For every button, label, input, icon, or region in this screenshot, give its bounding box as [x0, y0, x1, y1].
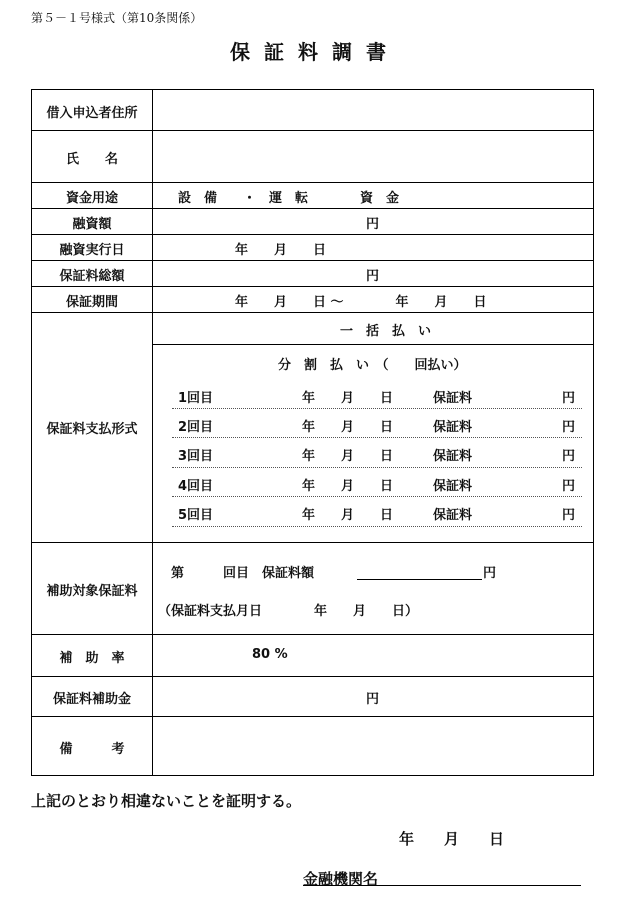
installment-unit: 円	[562, 508, 576, 523]
total-fee-unit: 円	[366, 269, 380, 284]
installment-no: 3回目	[178, 449, 214, 464]
subsidy-target-paydate: （保証料支払月日 年 月 日）	[158, 604, 419, 619]
purpose-value: 設 備 ・ 運 転 資 金	[178, 191, 400, 206]
form-number: 第５－１号様式（第10条関係）	[31, 11, 203, 25]
payment-label: 保証料支払形式	[46, 422, 138, 437]
subsidy-target-round: 第 回目 保証料額	[171, 566, 315, 581]
subsidy-target-unit: 円	[483, 566, 497, 581]
installment-unit: 円	[562, 479, 576, 494]
certify-date: 年 月 日	[399, 830, 505, 848]
subsidy-target-label: 補助対象保証料	[46, 584, 138, 599]
amount-unit: 円	[366, 217, 380, 232]
installment-unit: 円	[562, 449, 576, 464]
fee-table	[31, 89, 594, 776]
page-title: 保証料調書	[230, 40, 400, 64]
exec-date-value: 年 月 日	[235, 243, 327, 258]
period-label: 保証期間	[65, 295, 118, 310]
installment-no: 5回目	[178, 508, 214, 523]
period-value: 年 月 日 ～ 年 月 日	[235, 295, 487, 310]
installment-date: 年 月 日	[302, 449, 394, 464]
address-label: 借入申込者住所	[46, 106, 138, 121]
installment-unit: 円	[562, 391, 576, 406]
installment-fee: 保証料	[433, 391, 473, 406]
purpose-label: 資金用途	[65, 191, 118, 206]
installment-no: 4回目	[178, 479, 214, 494]
remarks-label: 備 考	[59, 742, 125, 757]
installment-date: 年 月 日	[302, 479, 394, 494]
installment-date: 年 月 日	[302, 508, 394, 523]
installment-fee: 保証料	[433, 479, 473, 494]
installment-unit: 円	[562, 420, 576, 435]
name-label: 氏 名	[65, 152, 118, 167]
installment-no: 2回目	[178, 420, 214, 435]
rate-label: 補 助 率	[59, 651, 125, 666]
installment-option: 分 割 払 い （ 回払い）	[278, 358, 467, 373]
installment-no: 1回目	[178, 391, 214, 406]
installment-date: 年 月 日	[302, 391, 394, 406]
institution-line	[303, 885, 581, 886]
amount-label: 融資額	[72, 217, 112, 232]
subsidy-label: 保証料補助金	[52, 692, 131, 707]
exec-date-label: 融資実行日	[59, 243, 125, 258]
subsidy-unit: 円	[366, 692, 380, 707]
rate-value: 80 %	[252, 647, 288, 662]
installment-fee: 保証料	[433, 449, 473, 464]
installment-fee: 保証料	[433, 420, 473, 435]
certify-statement: 上記のとおり相違ないことを証明する。	[31, 792, 302, 810]
institution-label: 金融機関名	[303, 870, 379, 888]
installment-date: 年 月 日	[302, 420, 394, 435]
lump-sum-option: 一 括 払 い	[340, 324, 432, 339]
total-fee-label: 保証料総額	[59, 269, 125, 284]
installment-fee: 保証料	[433, 508, 473, 523]
